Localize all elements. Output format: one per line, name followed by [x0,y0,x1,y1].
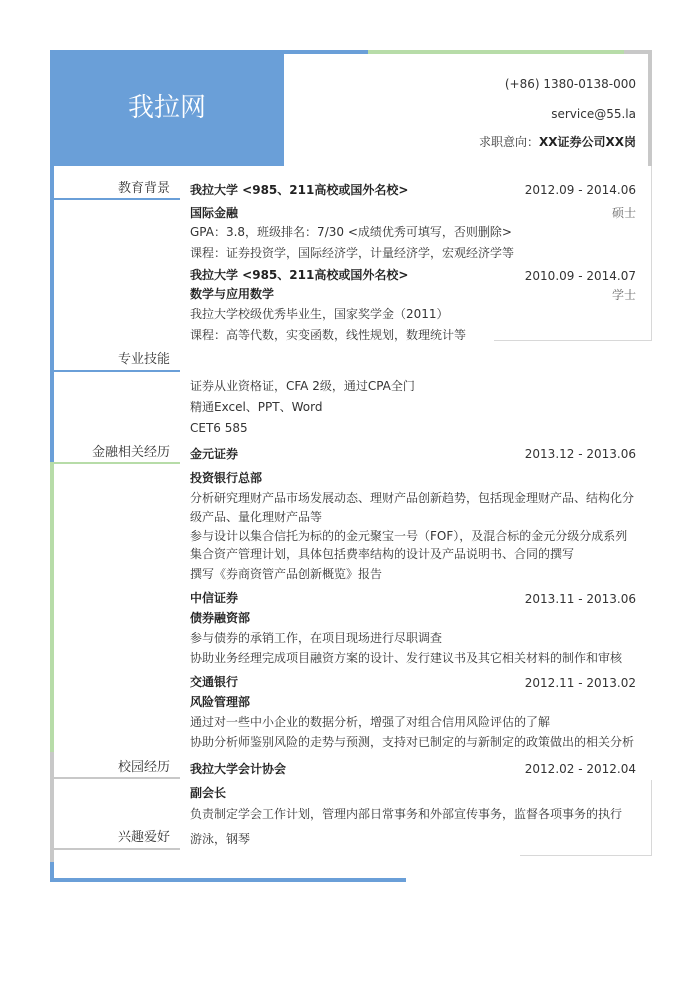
edu-1-date: 2012.09 - 2014.06 [524,183,636,197]
section-title-skills: 专业技能 [117,352,170,367]
objective-label: 求职意向： [478,135,539,149]
bottom-thin-border-1 [494,340,652,341]
exp-2-date: 2013.11 - 2013.06 [524,592,636,606]
edu-1-courses: 课程：证券投资学，国际经济学，计量经济学，宏观经济学等 [190,246,515,260]
exp-1-dept: 投资银行总部 [190,471,263,485]
right-thin-border-1 [651,166,652,341]
objective-value: XX证券公司XX岗 [538,135,636,149]
campus-date: 2012.02 - 2012.04 [524,762,636,776]
campus-role: 副会长 [190,786,227,800]
exp-1-company: 金元证券 [190,447,239,461]
section-title-campus: 校园经历 [117,760,170,775]
section-title-education: 教育背景 [117,181,170,196]
exp-2-detail: 协助业务经理完成项目融资方案的设计、发行建议书及其它相关材料的制作和审核 [190,651,623,665]
section-underline-hobbies [54,848,180,850]
name-block [50,54,284,166]
email-address: service@55.la [551,107,636,121]
exp-2-company: 中信证券 [190,591,239,605]
section-underline-education [54,198,180,200]
section-title-experience: 金融相关经历 [91,445,170,460]
exp-1-detail: 集合资产管理计划，具体包括费率结构的设计及产品说明书、合同的撰写 [190,547,575,561]
exp-3-detail: 通过对一些中小企业的数据分析，增强了对组合信用风险评估的了解 [190,715,551,729]
edu-1-school: 我拉大学 <985、211高校或国外名校> [190,183,409,197]
job-objective [400,134,636,150]
exp-1-date: 2013.12 - 2013.06 [524,447,636,461]
campus-org: 我拉大学会计协会 [190,762,287,776]
skill-item: 证券从业资格证，CFA 2级，通过CPA全门 [190,379,415,393]
campus-detail: 负责制定学会工作计划，管理内部日常事务和外部宣传事务，监督各项事务的执行 [190,807,623,821]
right-border-gray [648,50,652,166]
skill-item: CET6 585 [190,421,248,435]
edu-1-degree: 硕士 [611,206,636,220]
section-underline-campus [54,777,180,779]
exp-1-detail: 分析研究理财产品市场发展动态、理财产品创新趋势，包括现金理财产品、结构化分 [190,491,635,505]
section-underline-skills [54,370,180,372]
right-thin-border-2 [651,780,652,856]
edu-2-honor: 我拉大学校级优秀毕业生，国家奖学金（2011） [190,307,449,321]
candidate-name: 我拉网 [127,93,206,123]
section-title-hobbies: 兴趣爱好 [117,830,170,845]
edu-2-major: 数学与应用数学 [190,287,275,301]
skill-item: 精通Excel、PPT、Word [190,400,323,414]
section-underline-experience [54,462,180,464]
timeline-green [50,462,54,752]
edu-2-degree: 学士 [611,288,636,302]
exp-2-detail: 参与债券的承销工作，在项目现场进行尽职调查 [190,631,443,645]
edu-1-gpa: GPA：3.8，班级排名：7/30 <成绩优秀可填写，否则删除> [190,225,512,239]
exp-1-detail: 参与设计以集合信托为标的的金元聚宝一号（FOF），及混合标的金元分级分成系列 [190,529,628,543]
bottom-border-blue [50,878,406,882]
edu-2-courses: 课程：高等代数，实变函数，线性规划，数理统计等 [190,328,467,342]
exp-3-dept: 风险管理部 [190,695,251,709]
edu-2-date: 2010.09 - 2014.07 [524,269,636,283]
top-border-green [368,50,624,54]
phone-number: (+86) 1380-0138-000 [504,77,636,91]
edu-2-school: 我拉大学 <985、211高校或国外名校> [190,268,409,282]
edu-1-major: 国际金融 [190,206,239,220]
exp-1-detail: 级产品、量化理财产品等 [190,510,323,524]
exp-3-company: 交通银行 [190,675,239,689]
hobbies-text: 游泳，钢琴 [190,832,251,846]
bottom-thin-border-2 [520,855,652,856]
exp-1-detail: 撰写《券商资管产品创新概览》报告 [190,567,383,581]
exp-2-dept: 债券融资部 [190,611,251,625]
exp-3-date: 2012.11 - 2013.02 [524,676,636,690]
exp-3-detail: 协助分析师鉴别风险的走势与预测，支持对已制定的与新制定的政策做出的相关分析 [190,735,635,749]
timeline-blue [50,166,54,462]
